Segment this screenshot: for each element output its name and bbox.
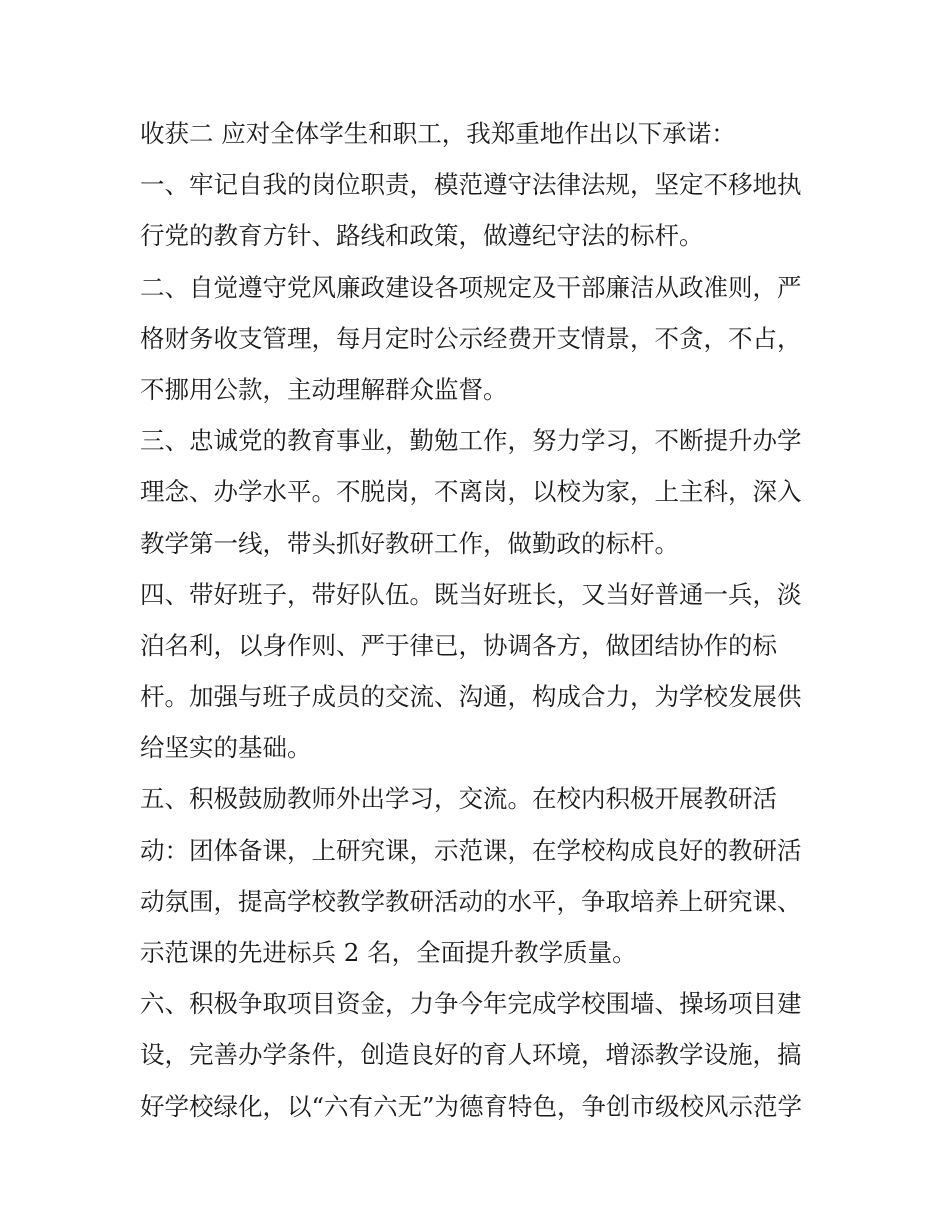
text-line: 六、积极争取项目资金，力争今年完成学校围墙、操场项目建 xyxy=(140,989,802,1019)
text-line: 格财务收支管理，每月定时公示经费开支情景，不贪，不占， xyxy=(140,323,802,353)
text-line: 不挪用公款，主动理解群众监督。 xyxy=(140,374,508,404)
text-line: 动：团体备课，上研究课，示范课，在学校构成良好的教研活 xyxy=(140,835,802,865)
text-line: 好学校绿化，以“六有六无”为德育特色，争创市级校风示范学 xyxy=(140,1091,803,1121)
text-line: 二、自觉遵守党风廉政建设各项规定及干部廉洁从政准则，严 xyxy=(140,272,802,302)
text-line: 理念、办学水平。不脱岗，不离岗，以校为家，上主科，深入 xyxy=(140,477,802,507)
text-line: 动氛围，提高学校教学教研活动的水平，争取培养上研究课、 xyxy=(140,886,802,916)
text-line: 杆。加强与班子成员的交流、沟通，构成合力，为学校发展供 xyxy=(140,682,802,712)
document-body xyxy=(140,108,820,1132)
text-line: 收获二 应对全体学生和职工，我郑重地作出以下承诺： xyxy=(140,119,736,148)
text-line: 五、积极鼓励教师外出学习，交流。在校内积极开展教研活 xyxy=(140,784,777,814)
text-line: 四、带好班子，带好队伍。既当好班长，又当好普通一兵，淡 xyxy=(140,579,802,609)
text-line: 教学第一线，带头抓好教研工作，做勤政的标杆。 xyxy=(140,528,679,558)
text-line: 一、牢记自我的岗位职责，模范遵守法律法规，坚定不移地执 xyxy=(140,170,802,200)
text-line: 三、忠诚党的教育事业，勤勉工作，努力学习，不断提升办学 xyxy=(140,426,802,456)
text-line: 给坚实的基础。 xyxy=(140,733,312,763)
text-line: 示范课的先进标兵 2 名，全面提升教学质量。 xyxy=(140,938,637,967)
text-line: 泊名利，以身作则、严于律已，协调各方，做团结协作的标 xyxy=(140,630,777,660)
text-line: 设，完善办学条件，创造良好的育人环境，增添教学设施，搞 xyxy=(140,1040,802,1070)
text-line: 行党的教育方针、路线和政策，做遵纪守法的标杆。 xyxy=(140,221,704,251)
